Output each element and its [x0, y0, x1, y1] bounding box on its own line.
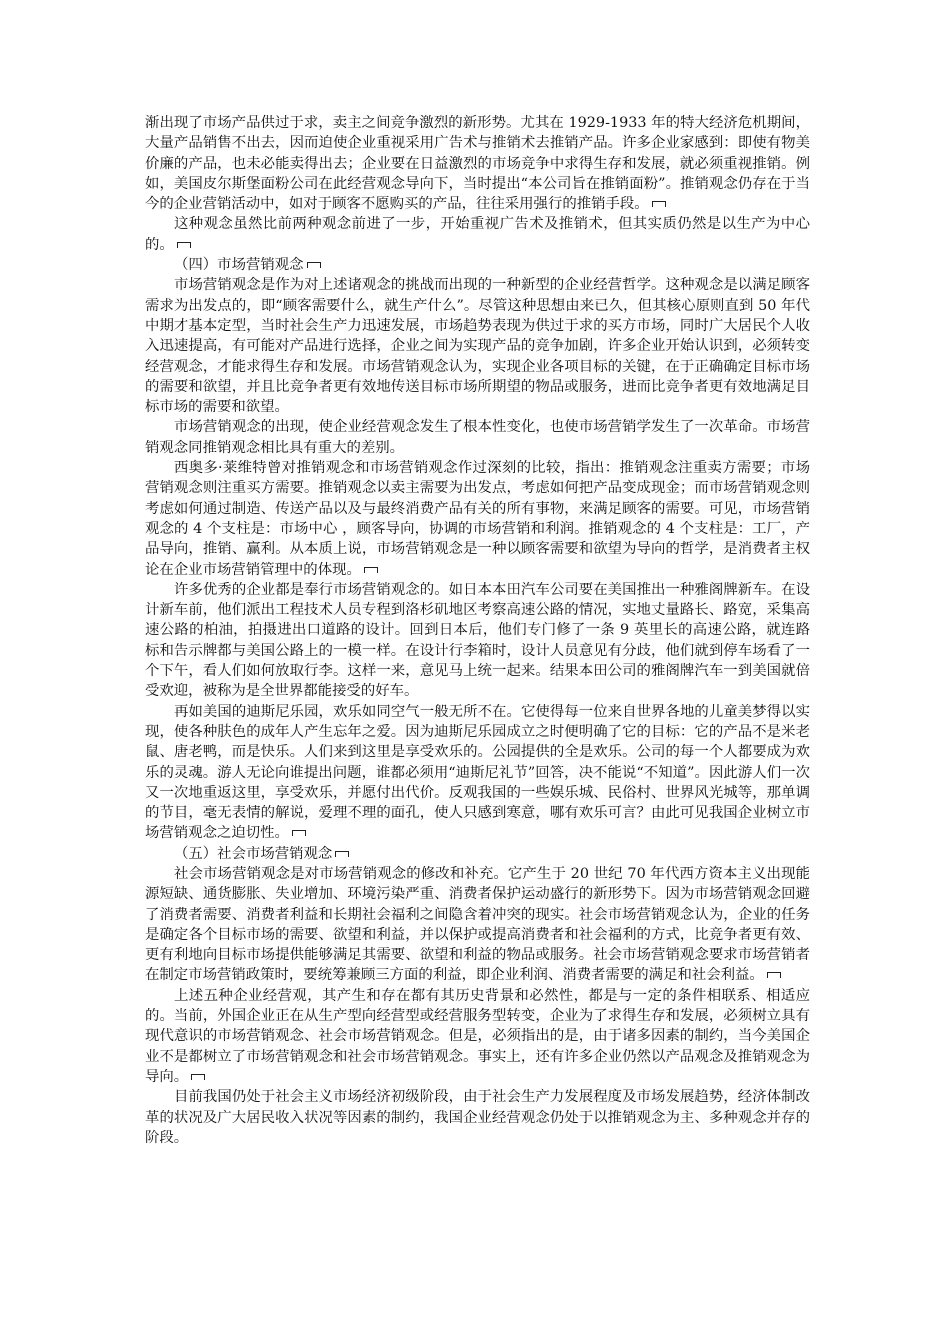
body-paragraph	[145, 417, 810, 458]
paragraph-mark-icon	[767, 972, 781, 978]
body-paragraph	[145, 275, 810, 417]
document-page	[145, 113, 810, 1148]
paragraph-text: 社会市场营销观念是对市场营销观念的修改和补充。它产生于 20 世纪 70 年代西方资本主义出现能源短缺、通货膨胀、失业增加、环境污染严重、消费者保护运动盛行的新形势下。因为市场营销观念回避了消费者需要、消费者利益和长期社会福利之间隐含着冲突的现实。社会市场营销观念认为，企业的任务是确定各个目标市场的需要、欲望和利益，并以保护或提高消费者和社会福利的方式，比竞争者更有效、更有利地向目标市场提供能够满足其需要、欲望和利益的物品或服务。社会市场营销观念要求市场营销者在制定市场营销政策时，要统筹兼顾三方面的利益，即企业利润、消费者需要的满足和社会利益。	[145, 865, 810, 984]
paragraph-mark-icon	[364, 567, 378, 573]
paragraph-mark-icon	[335, 851, 349, 857]
paragraph-text: 这种观念虽然比前两种观念前进了一步，开始重视广告术及推销术，但其实质仍然是以生产为中心的。	[145, 216, 810, 253]
body-paragraph	[145, 214, 810, 255]
paragraph-text: 许多优秀的企业都是奉行市场营销观念的。如日本本田汽车公司要在美国推出一种雅阁牌新车。在设计新车前，他们派出工程技术人员专程到洛杉矶地区考察高速公路的情况，实地丈量路长、路宽，采集高速公路的柏油，拍摄进出口道路的设计。回到日本后，他们专门修了一条 9 英里长的高速公路，就连路标和告示牌都与美国公路上的一模一样。在设计行李箱时，设计人员意见有分歧，他们就到停车场看了一个下午，看人们如何放取行李。这样一来，意见马上统一起来。结果本田公司的雅阁牌汽车一到美国就倍受欢迎，被称为是全世界都能接受的好车。	[145, 581, 810, 700]
paragraph-text: 西奥多·莱维特曾对推销观念和市场营销观念作过深刻的比较，指出：推销观念注重卖方需要；市场营销观念则注重买方需要。推销观念以卖主需要为出发点，考虑如何把产品变成现金；而市场营销观念则考虑如何通过制造、传送产品以及与最终消费产品有关的所有事物，来满足顾客的需要。可见，市场营销观念的 4 个支柱是：市场中心 ，顾客导向，协调的市场营销和利润。推销观念的 4 个支柱是：工厂，产品导向，推销、赢利。从本质上说，市场营销观念是一种以顾客需要和欲望为导向的哲学，是消费者主权论在企业市场营销管理中的体现。	[145, 460, 810, 578]
body-paragraph	[145, 458, 810, 580]
paragraph-mark-icon	[177, 242, 191, 248]
paragraph-text: （五）社会市场营销观念	[174, 845, 333, 862]
paragraph-text: 再如美国的迪斯尼乐园，欢乐如同空气一般无所不在。它使得每一位来自世界各地的儿童美梦得以实现，使各种肤色的成年人产生忘年之爱。因为迪斯尼乐园成立之时便明确了它的目标：它的产品不是米老鼠、唐老鸭，而是快乐。人们来到这里是享受欢乐的。公园提供的全是欢乐。公司的每一个人都要成为欢乐的灵魂。游人无论向谁提出问题，谁都必须用“迪斯尼礼节”回答，决不能说“不知道”。因此游人们一次又一次地重返这里，享受欢乐，并愿付出代价。反观我国的一些娱乐城、民俗村、世界风光城等，那单调的节目，毫无表情的解说，爱理不理的面孔，使人只感到寒意，哪有欢乐可言？由此可见我国企业树立市场营销观念之迫切性。	[145, 703, 810, 842]
body-paragraph	[145, 986, 810, 1087]
body-paragraph	[145, 864, 810, 986]
section-heading	[145, 255, 810, 275]
paragraph-mark-icon	[191, 1074, 205, 1080]
paragraph-text: 上述五种企业经营观，其产生和存在都有其历史背景和必然性，都是与一定的条件相联系、相适应的。当前，外国企业正在从生产型向经营型或经营服务型转变，企业为了求得生存和发展，必须树立具有现代意识的市场营销观念、社会市场营销观念。但是，必须指出的是，由于诸多因素的制约，当今美国企业不是都树立了市场营销观念和社会市场营销观念。事实上，还有许多企业仍然以产品观念及推销观念为导向。	[145, 987, 810, 1085]
body-paragraph	[145, 702, 810, 844]
paragraph-mark-icon	[652, 201, 666, 207]
paragraph-text: （四）市场营销观念	[174, 257, 304, 274]
paragraph-text: 市场营销观念的出现，使企业经营观念发生了根本性变化，也使市场营销学发生了一次革命。市场营销观念同推销观念相比具有重大的差别。	[145, 419, 810, 456]
body-paragraph	[145, 1087, 810, 1148]
paragraph-text: 目前我国仍处于社会主义市场经济初级阶段，由于社会生产力发展程度及市场发展趋势，经济体制改革的状况及广大居民收入状况等因素的制约，我国企业经营观念仍处于以推销观念为主、多种观念并存的阶段。	[145, 1089, 810, 1146]
paragraph-mark-icon	[292, 830, 306, 836]
section-heading	[145, 844, 810, 864]
body-paragraph	[145, 580, 810, 702]
body-paragraph	[145, 113, 810, 214]
paragraph-mark-icon	[307, 262, 321, 268]
paragraph-text: 市场营销观念是作为对上述诸观念的挑战而出现的一种新型的企业经营哲学。这种观念是以满足顾客需求为出发点的，即“顾客需要什么，就生产什么”。尽管这种思想由来已久，但其核心原则直到 50 年代中期才基本定型，当时社会生产力迅速发展，市场趋势表现为供过于求的买方市场，同时广大居民个人收入迅速提高，有可能对产品进行选择，企业之间为实现产品的竞争加剧，许多企业开始认识到，必须转变经营观念，才能求得生存和发展。市场营销观念认为，实现企业各项目标的关键，在于正确确定目标市场的需要和欲望，并且比竞争者更有效地传送目标市场所期望的物品或服务，进而比竞争者更有效地满足目标市场的需要和欲望。	[145, 277, 810, 416]
paragraph-text: 渐出现了市场产品供过于求，卖主之间竞争激烈的新形势。尤其在 1929-1933 年的特大经济危机期间，大量产品销售不出去，因而迫使企业重视采用广告术与推销术去推销产品。许多企业家感到：即使有物美价廉的产品，也未必能卖得出去；企业要在日益激烈的市场竞争中求得生存和发展，就必须重视推销。例如，美国皮尔斯堡面粉公司在此经营观念导向下，当时提出“本公司旨在推销面粉”。推销观念仍存在于当今的企业营销活动中，如对于顾客不愿购买的产品，往往采用强行的推销手段。	[145, 115, 810, 213]
